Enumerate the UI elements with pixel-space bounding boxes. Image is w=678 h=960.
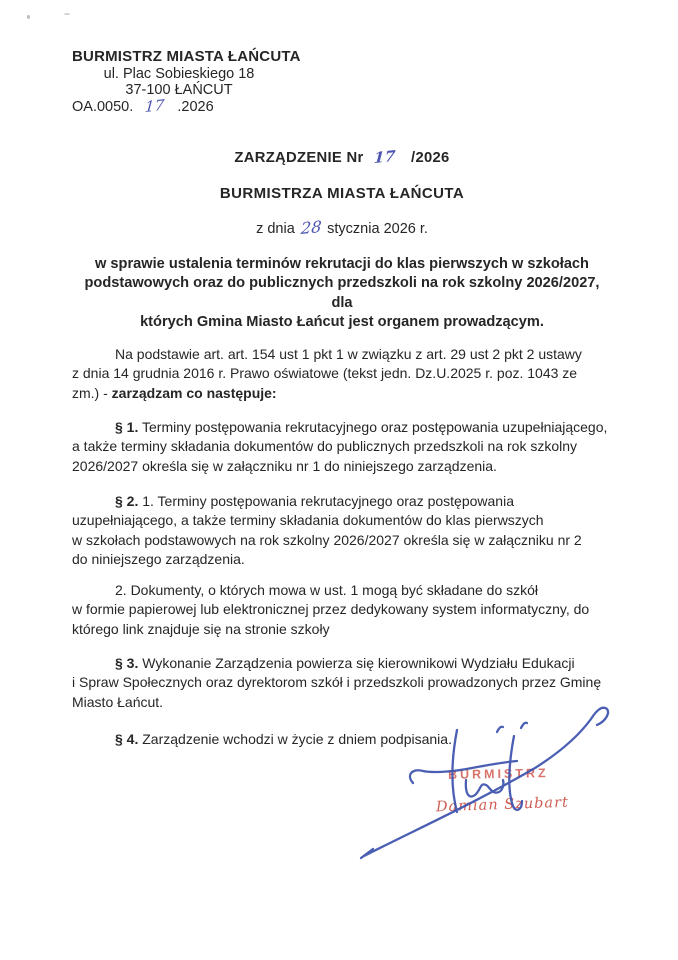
case-reference xyxy=(72,95,286,116)
handwritten-date-day: 28 xyxy=(300,216,322,239)
signature-stroke xyxy=(466,780,504,797)
stamp-role-text: BURMISTRZ xyxy=(447,766,549,782)
paragraph-text: Wykonanie Zarządzenia powierza się kierownikowi Wydziału Edukacji xyxy=(138,655,575,672)
document-content xyxy=(72,49,612,749)
date-prefix: z dnia xyxy=(256,221,295,237)
document-issuer: BURMISTRZA MIASTA ŁAŃCUTA xyxy=(219,185,465,202)
case-reference-suffix: .2026 xyxy=(177,98,214,115)
date-rest: stycznia 2026 r. xyxy=(327,221,428,237)
paragraph-text: Terminy postępowania rekrutacyjnego oraz postępowania uzupełniającego, xyxy=(138,419,608,436)
legal-basis-paragraph xyxy=(72,345,612,403)
paragraph-line xyxy=(72,418,612,437)
letterhead-block xyxy=(72,48,301,116)
subject-line: których Gmina Miasto Łańcut jest organem prowadzącym. xyxy=(140,313,544,330)
document-title xyxy=(72,146,612,168)
paragraph-line: 2026/2027 określa się w załączniku nr 1 do niniejszego zarządzenia. xyxy=(72,457,497,474)
handwritten-case-number: 17 xyxy=(144,95,166,116)
section-mark: § 2. xyxy=(115,492,139,509)
stamp-name-text: Damian Szubart xyxy=(435,794,570,816)
section-4 xyxy=(72,730,612,749)
title-kind: ZARZĄDZENIE Nr xyxy=(234,150,364,166)
paragraph-line: Na podstawie art. art. 154 ust 1 pkt 1 w związku z art. 29 ust 2 pkt 2 ustawy xyxy=(115,346,582,363)
paragraph-text: zm.) - xyxy=(72,384,112,401)
paragraph-line: którego link znajduje się na stronie szkoły xyxy=(72,620,330,637)
section-3 xyxy=(72,654,612,712)
paragraph-line xyxy=(72,654,612,673)
paragraph-line: w formie papierowej lub elektronicznej przez dedykowany system informatyczny, do xyxy=(72,601,590,618)
paragraph-line: i Spraw Społecznych oraz dyrektorom szkół i przedszkoli prowadzonych przez Gminę xyxy=(72,674,602,691)
sender-city: 37-100 ŁAŃCUT xyxy=(125,82,233,98)
paragraph-line: w szkołach podstawowych na rok szkolny 2026/2027 określa się w załączniku nr 2 xyxy=(72,531,582,548)
paragraph-line: Miasto Łańcut. xyxy=(72,693,164,710)
handwritten-ordinance-number: 17 xyxy=(372,146,396,168)
paragraph-line: uzupełniającego, a także terminy składania dokumentów do klas pierwszych xyxy=(72,512,544,529)
signature-stroke xyxy=(361,849,373,858)
sender-street: ul. Plac Sobieskiego 18 xyxy=(103,65,255,82)
paragraph-line: 2. Dokumenty, o których mowa w ust. 1 mogą być składane do szkół xyxy=(115,582,539,599)
section-2 xyxy=(72,492,612,569)
scan-speck xyxy=(64,13,70,15)
section-mark: § 1. xyxy=(115,419,139,436)
section-2-sub-2 xyxy=(72,581,612,639)
subject-block xyxy=(72,255,612,332)
subject-line: w sprawie ustalenia terminów rekrutacji do klas pierwszych w szkołach xyxy=(95,256,589,272)
document-date xyxy=(72,216,612,239)
paragraph-text: 1. Terminy postępowania rekrutacyjnego oraz postępowania xyxy=(138,492,514,509)
sender-office: BURMISTRZ MIASTA ŁAŃCUTA xyxy=(72,48,301,65)
paragraph-line: do niniejszego zarządzenia. xyxy=(72,550,245,567)
ordain-clause: zarządzam co następuje: xyxy=(111,384,277,401)
subject-line: podstawowych oraz do publicznych przedszkoli na rok szkolny 2026/2027, dla xyxy=(84,275,600,311)
section-1 xyxy=(72,418,612,476)
paragraph-line: a także terminy składania dokumentów do publicznych przedszkoli na rok szkolny xyxy=(72,438,578,455)
section-mark: § 3. xyxy=(115,655,139,672)
paragraph-line: z dnia 14 grudnia 2016 r. Prawo oświatowe (tekst jedn. Dz.U.2025 r. poz. 1043 ze xyxy=(72,365,578,382)
paragraph-line xyxy=(72,492,612,511)
paragraph-line xyxy=(72,384,612,403)
section-mark: § 4. xyxy=(115,730,139,747)
case-reference-prefix: OA.0050. xyxy=(72,98,134,115)
paragraph-line xyxy=(72,730,612,749)
title-year: /2026 xyxy=(411,150,450,166)
scan-speck xyxy=(27,15,30,19)
paragraph-text: Zarządzenie wchodzi w życie z dniem podpisania. xyxy=(138,730,452,747)
